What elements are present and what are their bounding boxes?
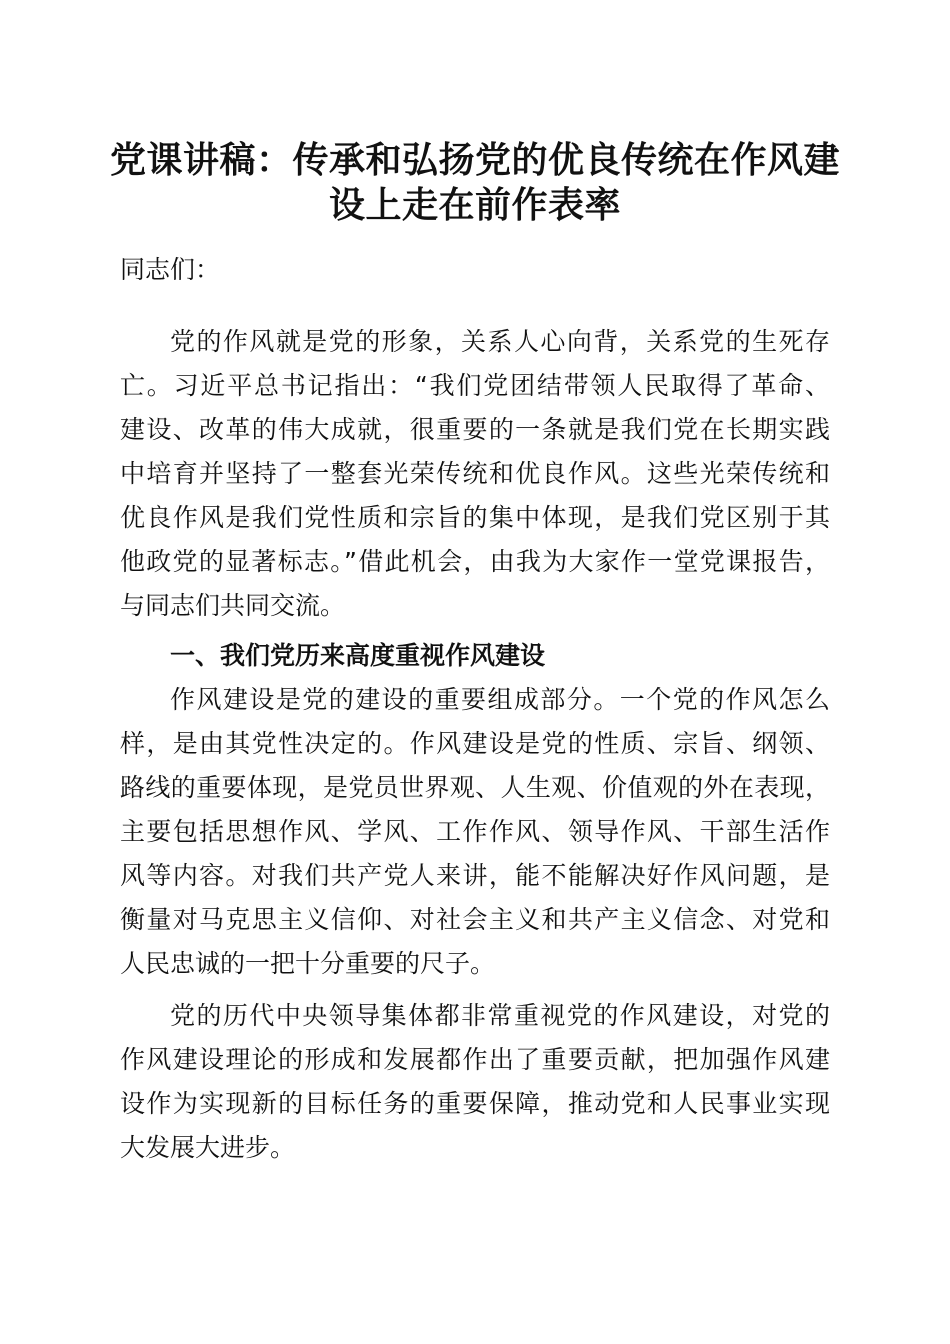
document-title-line-1: 党课讲稿：传承和弘扬党的优良传统在作风建 (109, 139, 840, 181)
paragraph-line: 党的作风就是党的形象，关系人心向背，关系党的生死存 (170, 327, 830, 356)
paragraph-line: 风等内容。对我们共产党人来讲，能不能解决好作风问题，是 (120, 861, 830, 890)
paragraph-line: 衡量对马克思主义信仰、对社会主义和共产主义信念、对党和 (120, 905, 830, 934)
section-heading: 一、我们党历来高度重视作风建设 (170, 641, 546, 670)
paragraph-line: 样，是由其党性决定的。作风建设是党的性质、宗旨、纲领、 (120, 729, 830, 758)
salutation: 同志们： (120, 255, 221, 284)
paragraph-line: 亡。习近平总书记指出：“我们党团结带领人民取得了革命、 (120, 371, 830, 400)
paragraph-line: 优良作风是我们党性质和宗旨的集中体现，是我们党区别于其 (120, 503, 830, 532)
paragraph-line: 他政党的显著标志。”借此机会，由我为大家作一堂党课报告， (120, 547, 830, 576)
paragraph-line: 人民忠诚的一把十分重要的尺子。 (120, 949, 496, 978)
paragraph-line: 建设、改革的伟大成就，很重要的一条就是我们党在长期实践 (120, 415, 830, 444)
paragraph-line: 作风建设理论的形成和发展都作出了重要贡献，把加强作风建 (120, 1045, 830, 1074)
paragraph-line: 党的历代中央领导集体都非常重视党的作风建设，对党的 (170, 1001, 830, 1030)
paragraph-line: 大发展大进步。 (120, 1133, 296, 1162)
paragraph-line: 路线的重要体现，是党员世界观、人生观、价值观的外在表现， (120, 773, 830, 802)
paragraph-line: 设作为实现新的目标任务的重要保障，推动党和人民事业实现 (120, 1089, 830, 1118)
paragraph-line: 中培育并坚持了一整套光荣传统和优良作风。这些光荣传统和 (120, 459, 830, 488)
paragraph-line: 主要包括思想作风、学风、工作作风、领导作风、干部生活作 (120, 817, 830, 846)
paragraph-line: 作风建设是党的建设的重要组成部分。一个党的作风怎么 (170, 685, 830, 714)
paragraph-line: 与同志们共同交流。 (120, 591, 346, 620)
document-title-line-2: 设上走在前作表率 (328, 184, 621, 226)
